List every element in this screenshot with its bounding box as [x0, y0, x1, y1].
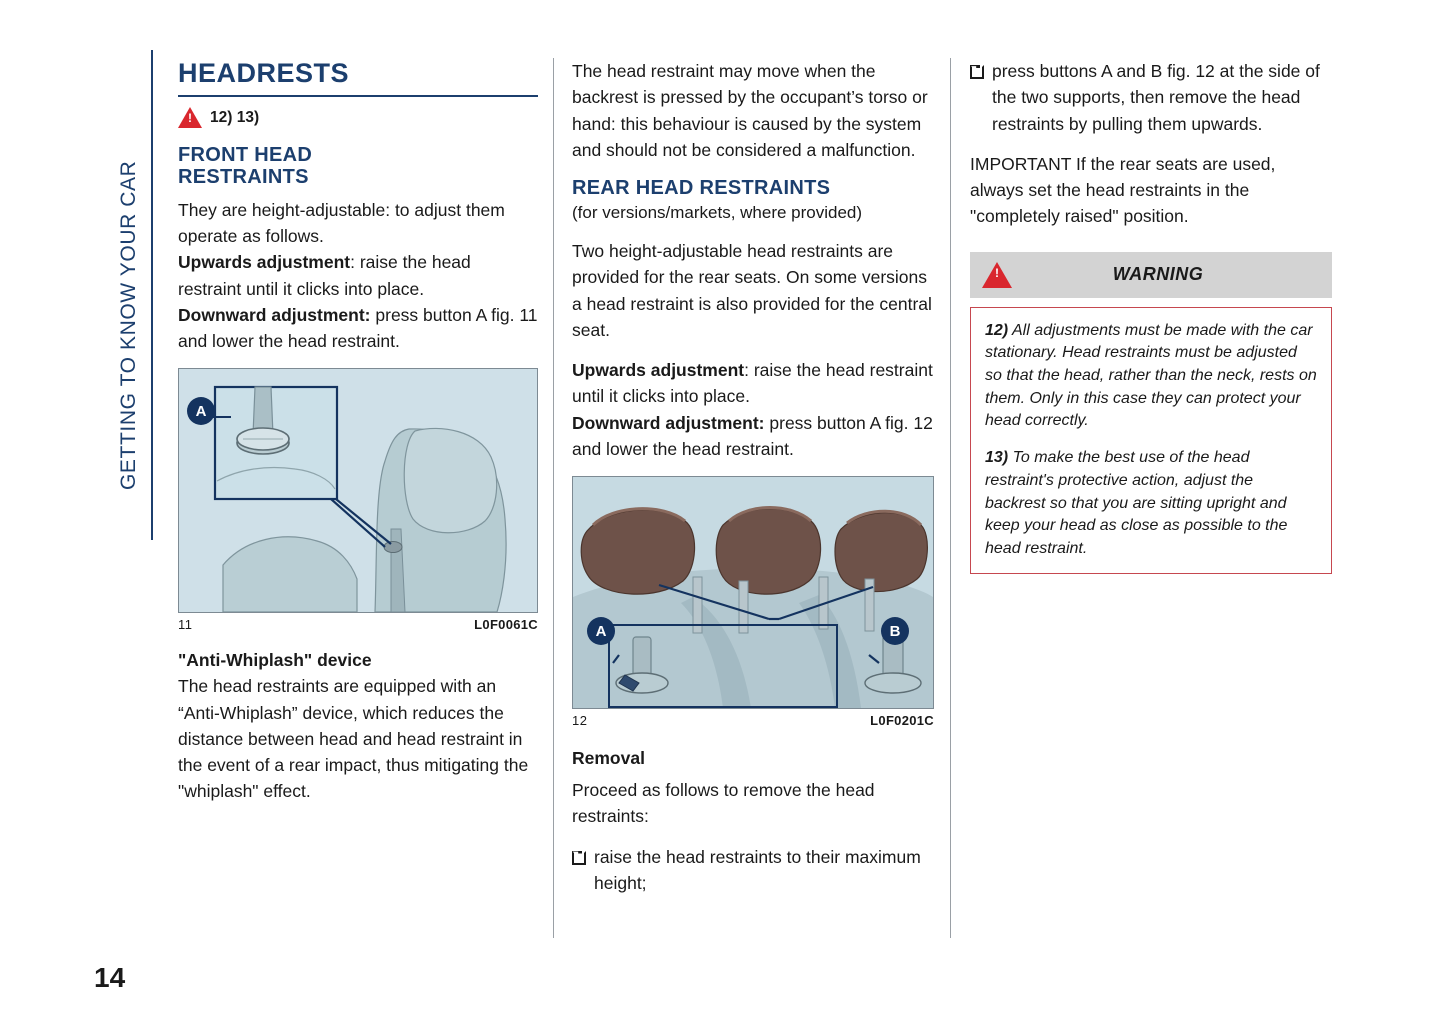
column-one	[178, 58, 538, 819]
rear-upwards-adjustment-text: : raise the head restraint until it clicks into place.	[572, 360, 933, 407]
chapter-tab	[95, 50, 153, 540]
rear-downward-adjustment-text: press button A fig. 12 and lower the head restraint.	[572, 412, 933, 459]
warning-item-13-text: To make the best use of the head restraint's protective action, adjust the backrest so that you are sitting upright and keep your head as close as possible to the head restraint.	[985, 449, 1288, 557]
removal-bullet-item-2	[970, 58, 1332, 137]
important-note-paragraph: IMPORTANT If the rear seats are used, always set the head restraints in the "completely raised" position.	[970, 153, 1276, 227]
warning-body	[970, 307, 1332, 574]
page-number: 14	[94, 962, 126, 993]
rear-head-restraints-illustration	[573, 477, 933, 708]
rear-upwards-adjustment-paragraph	[572, 357, 934, 410]
upwards-adjustment-text: : raise the head restraint until it clicks into place.	[178, 252, 471, 299]
removal-intro-paragraph: Proceed as follows to remove the head restraints:	[572, 780, 875, 827]
head-restraint-movement-paragraph: The head restraint may move when the backrest is pressed by the occupant’s torso or hand: this behaviour is caused by the system and should not be considered a malfunction.	[572, 61, 928, 160]
removal-heading: Removal	[572, 748, 645, 769]
warning-reference-numbers: 12) 13)	[210, 108, 260, 126]
figure-front-image	[178, 368, 538, 613]
figure-rear-code: L0F0201C	[870, 713, 934, 729]
warning-triangle-shape	[982, 262, 1012, 288]
rear-head-restraints-subnote: (for versions/markets, where provided)	[572, 203, 863, 223]
figure-rear-badge-a: A	[587, 617, 615, 645]
figure-badge-a: A	[187, 397, 215, 425]
figure-rear-caption	[572, 713, 934, 728]
warning-triangle-icon	[970, 262, 1024, 288]
warning-header	[970, 252, 1332, 298]
figure-rear-badge-b: B	[881, 617, 909, 645]
rear-upwards-adjustment-label: Upwards adjustment	[572, 360, 745, 381]
front-head-restraints-heading-line1: FRONT HEAD	[178, 144, 313, 166]
warning-reference-line	[178, 107, 538, 128]
rear-head-restraints-heading: REAR HEAD RESTRAINTS	[572, 177, 831, 199]
warning-triangle-icon	[178, 107, 202, 128]
figure-rear-head-restraints	[572, 476, 934, 728]
figure-front-code: L0F0061C	[474, 617, 538, 633]
figure-front-number: 11	[178, 617, 193, 633]
page-title: HEADRESTS	[178, 58, 538, 97]
chapter-tab-label: GETTING TO KNOW YOUR CAR	[117, 160, 140, 490]
front-head-restraints-heading-line2: RESTRAINTS	[178, 166, 309, 189]
figure-rear-image	[572, 476, 934, 709]
downward-adjustment-text: press button A fig. 11 and lower the head restraint.	[178, 304, 538, 352]
column-divider-2	[950, 58, 951, 938]
downward-adjustment-label: Downward adjustment:	[178, 304, 371, 325]
front-head-restraints-heading	[178, 144, 538, 189]
square-bullet-icon	[970, 65, 984, 79]
warning-item-13-number: 13)	[985, 449, 1009, 467]
rear-intro-paragraph: Two height-adjustable head restraints are provided for the rear seats. On some versions a head restraint is also provided for the central seat.	[572, 241, 932, 340]
warning-item-13	[985, 447, 1317, 561]
figure-rear-number: 12	[572, 713, 588, 729]
front-head-restraint-illustration	[179, 369, 537, 612]
figure-front-caption	[178, 617, 538, 632]
rear-downward-adjustment-label: Downward adjustment:	[572, 412, 765, 433]
removal-bullet-1-text: raise the head restraints to their maximum height;	[594, 846, 921, 893]
upwards-adjustment-paragraph	[178, 249, 538, 302]
warning-item-12-text: All adjustments must be made with the car stationary. Head restraints must be adjusted so that the head, rather than the neck, rests on them. Only in this case they can protect your head correctly.	[985, 321, 1317, 430]
square-bullet-icon	[572, 851, 586, 865]
rear-downward-adjustment-paragraph	[572, 410, 934, 463]
upwards-adjustment-label: Upwards adjustment	[178, 252, 351, 273]
warning-header-label: WARNING	[1112, 264, 1204, 284]
column-three	[970, 58, 1332, 574]
downward-adjustment-paragraph	[178, 302, 538, 355]
anti-whiplash-paragraph: The head restraints are equipped with an “Anti-Whiplash” device, which reduces the distance between head and head restraint in the event of a rear impact, thus mitigating the "whiplash" effect.	[178, 676, 529, 802]
warning-item-12	[985, 320, 1317, 434]
front-intro-paragraph: They are height-adjustable: to adjust them operate as follows.	[178, 199, 505, 247]
anti-whiplash-heading: "Anti-Whiplash" device	[178, 650, 372, 671]
figure-front-head-restraint	[178, 368, 538, 632]
column-two	[572, 58, 934, 910]
removal-bullet-item-1	[572, 844, 934, 897]
column-divider-1	[553, 58, 554, 938]
removal-bullet-2-text: press buttons A and B fig. 12 at the side of the two supports, then remove the head restraints by pulling them upwards.	[992, 61, 1320, 134]
warning-item-12-number: 12)	[985, 321, 1009, 339]
